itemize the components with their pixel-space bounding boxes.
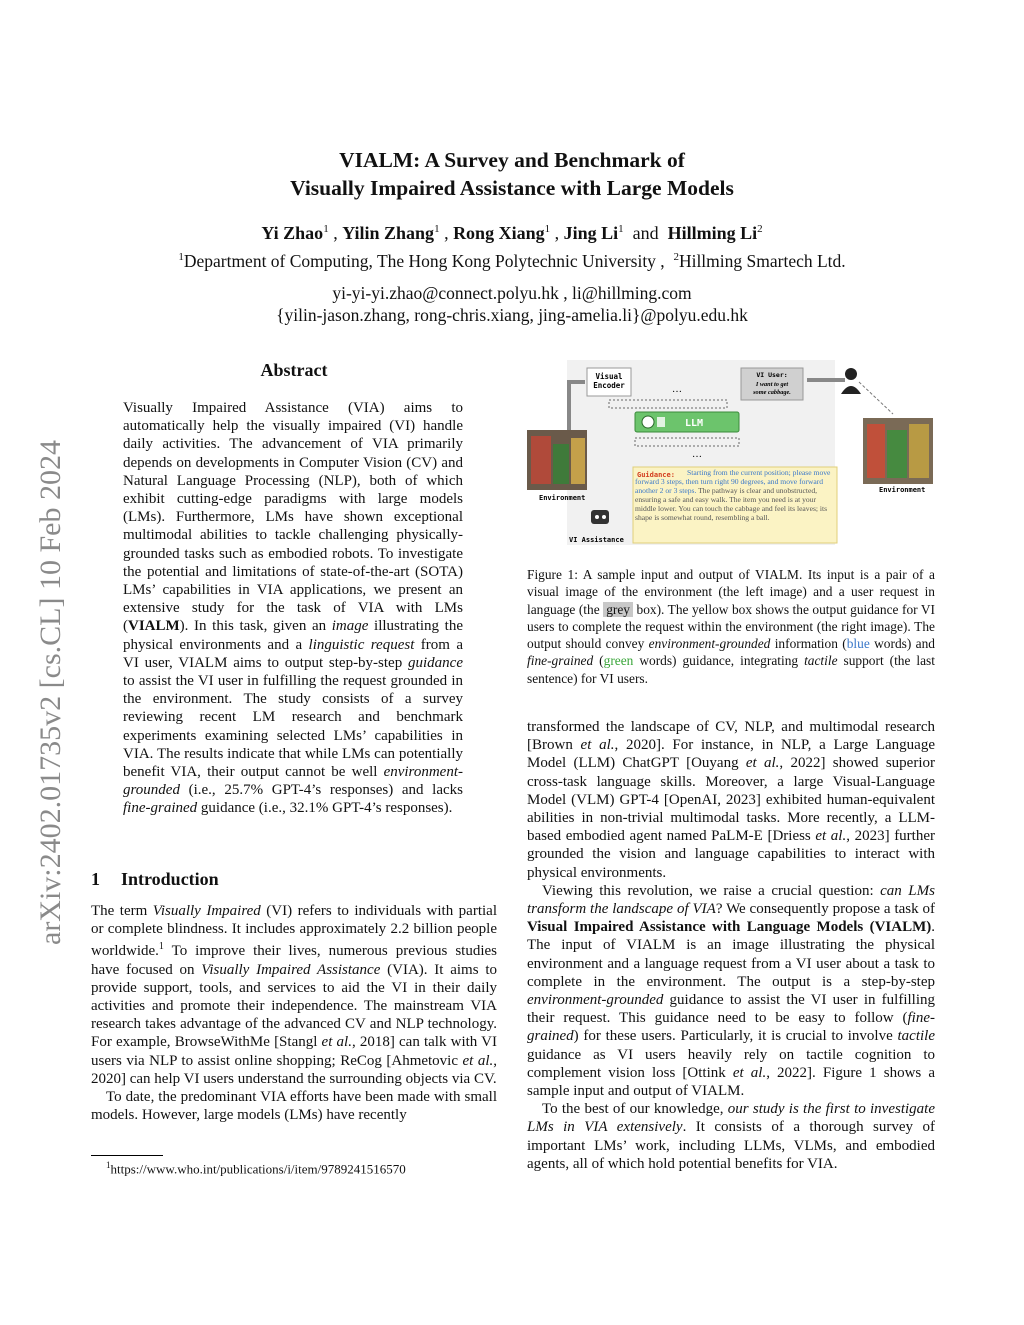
- footnote-url[interactable]: https://www.who.int/publications/i/item/9789241516570: [110, 1161, 406, 1177]
- author-name: Jing Li: [563, 223, 619, 243]
- paragraph: The term Visually Impaired (VI) refers to individuals with partial or complete blindness. It includes approximately 2.2 billion people worldwide.$^1$ To improve their lives, numerous previous studies have focused on Visually Impaired Assistance (VIA). It aims to provide support, tools, and services to aid the VI in their daily activities and promote their independence. The mainstream VIA research takes advantage of the advanced CV and NLP technology. For example, BrowseWithMe [Stangl et al., 2018] can talk with VI users via NLP to assist online shopping; ReCog [Ahmetovic et al., 2020] can help VI users understand the surrounding objects via CV.: [91, 903, 497, 1087]
- author-emails: [0, 282, 1024, 326]
- abstract-heading: Abstract: [260, 360, 328, 380]
- footnote: $^1$https://www.who.int/publications/i/item/9789241516570: [106, 1160, 406, 1177]
- chatgpt-icon: [642, 416, 654, 428]
- paper-title: [0, 146, 1024, 202]
- author-name: Yi Zhao: [261, 223, 324, 243]
- email-line-2: {yilin-jason.zhang, rong-chris.xiang, jing-amelia.li}@polyu.edu.hk: [276, 305, 748, 325]
- vi-user-request: I want to get some cabbage.: [753, 381, 791, 396]
- author-list: Yi Zhao$^1$ , Yilin Zhang$^1$ , Rong Xiang$^1$ , Jing Li$^1$ and Hillming Li$^2$: [261, 223, 763, 243]
- environment-left-label: Environment: [539, 494, 586, 502]
- paragraph: To date, the predominant VIA efforts have been made with small models. However, large models (LMs) have recently: [91, 1089, 497, 1124]
- guidance-label: Guidance:: [637, 471, 675, 479]
- author-name: Hillming Li: [667, 223, 758, 243]
- paragraph: transformed the landscape of CV, NLP, and multimodal research [Brown et al., 2020]. For instance, in NLP, a Large Language Model (LLM) ChatGPT [Ouyang et al., 2022] showed superior cross-task language skills. Moreover, a large Visual-Language Model (VLM) GPT-4 [OpenAI, 2023] exhibited human-equivalent abilities in non-trivial multimodal tasks. More recently, a LLM-based embodied agent named PaLM-E [Driess et al., 2023] further grounded the vision and language capabilities to interact with physical environments.: [527, 719, 935, 881]
- abstract-text: Visually Impaired Assistance (VIA) aims to automatically help the visually impaired (VI) handle daily activities. The advancement of VIA primarily depends on developments in Computer Vision (CV) and Natural Language Processing (NLP), both of which exhibit cutting-edge paradigms with large models (LMs). Furthermore, LMs have shown exceptional multimodal abilities to tackle challenging physically-grounded tasks such as embodied robots. To investigate the potential and limitations of state-of-the-art (SOTA) LMs’ capabilities in VIA applications, we present an extensive study for the task of VIA with LMs (VIALM). In this task, given an image illustrating the physical environments and a linguistic request from a VI user, VIALM aims to output step-by-step guidance to assist the VI user in fulfilling the request grounded in the environment. The study consists of a survey reviewing recent LM research and benchmark experiments examining selected LMs’ capabilities in VIA. The results indicate that while LMs can potentially benefit VIA, their output cannot be well environment-grounded (i.e., 25.7% GPT-4’s responses) and lacks fine-grained guidance (i.e., 32.1% GPT-4’s responses).: [123, 400, 463, 817]
- vi-assistance-label: VI Assistance: [569, 536, 624, 544]
- dotted-user-link: [859, 382, 893, 414]
- right-column-text: [527, 718, 935, 1173]
- title-line-1: VIALM: A Survey and Benchmark of: [339, 148, 685, 172]
- paragraph: To the best of our knowledge, our study is the first to investigate LMs in VIA extensively. It consists of a thorough survey of important LMs’ work, including LLMs, VLMs, and embodied agents, all of which hold potential benefits for VIA.: [527, 1101, 935, 1172]
- email-line-1: yi-yi-yi.zhao@connect.polyu.hk , li@hillming.com: [332, 283, 692, 303]
- visual-encoder-label: Visual Encoder: [593, 372, 625, 390]
- ellipsis-top: …: [672, 384, 682, 395]
- title-line-2: Visually Impaired Assistance with Large Models: [290, 176, 734, 200]
- footnote-ref: 1: [158, 941, 164, 953]
- person-icon: [845, 368, 857, 380]
- figure-1: [527, 358, 935, 550]
- vi-user-label: VI User:: [756, 371, 788, 379]
- author-name: Yilin Zhang: [342, 223, 435, 243]
- affiliations: $^1$Department of Computing, The Hong Kong Polytechnic University , $^2$Hillming Smartech Ltd.: [178, 251, 846, 271]
- robot-icon: [591, 510, 609, 524]
- author-name: Rong Xiang: [453, 223, 545, 243]
- llama-icon: [657, 417, 665, 427]
- paragraph: Viewing this revolution, we raise a crucial question: can LMs transform the landscape of VIA? We consequently propose a task of Visual Impaired Assistance with Language Models (VIALM). The input of VIALM is an image illustrating the physical environment and a language request from a VI user about a task to complete in the environment. The output is a step-by-step environment-grounded guidance to assist the VI user in fulfilling their request. This guidance need to be easy to follow (fine-grained) for these users. Particularly, it is crucial to involve tactile guidance as VI users heavily rely on tactile cognition to complement vision loss [Ottink et al., 2022]. Figure 1 shows a sample input and output of VIALM.: [527, 882, 935, 1100]
- introduction-text: [91, 902, 497, 1124]
- ellipsis-bottom: …: [692, 449, 702, 460]
- figure-1-diagram: [527, 358, 935, 550]
- environment-right-label: Environment: [879, 486, 926, 494]
- section-heading-introduction: 1 Introduction: [91, 869, 219, 889]
- llm-label: LLM: [685, 418, 704, 429]
- guidance-text: Starting from the current position; please move forward 3 steps, then turn right 90 degrees, and move forward another 2 or 3 steps. The pathway is clear and unobstructed, ensuring a safe and easy walk. The item you need is at your middle lower. You can touch the cabbage and feel its leaves; its shape is somewhat round, resembling a ball.: [635, 468, 831, 523]
- arxiv-identifier: arXiv:2402.01735v2 [cs.CL] 10 Feb 2024: [34, 440, 67, 945]
- figure-1-caption: Figure 1: A sample input and output of VIALM. Its input is a pair of a visual image of the environment (the left image) and a user request in language (the grey box). The yellow box shows the output guidance for VI users to complete the request within the environment (the right image). The output should convey environment-grounded information (blue words) and fine-grained (green words) guidance, integrating tactile support (the last sentence) for VI users.: [527, 567, 935, 686]
- footnote-divider: [91, 1155, 163, 1156]
